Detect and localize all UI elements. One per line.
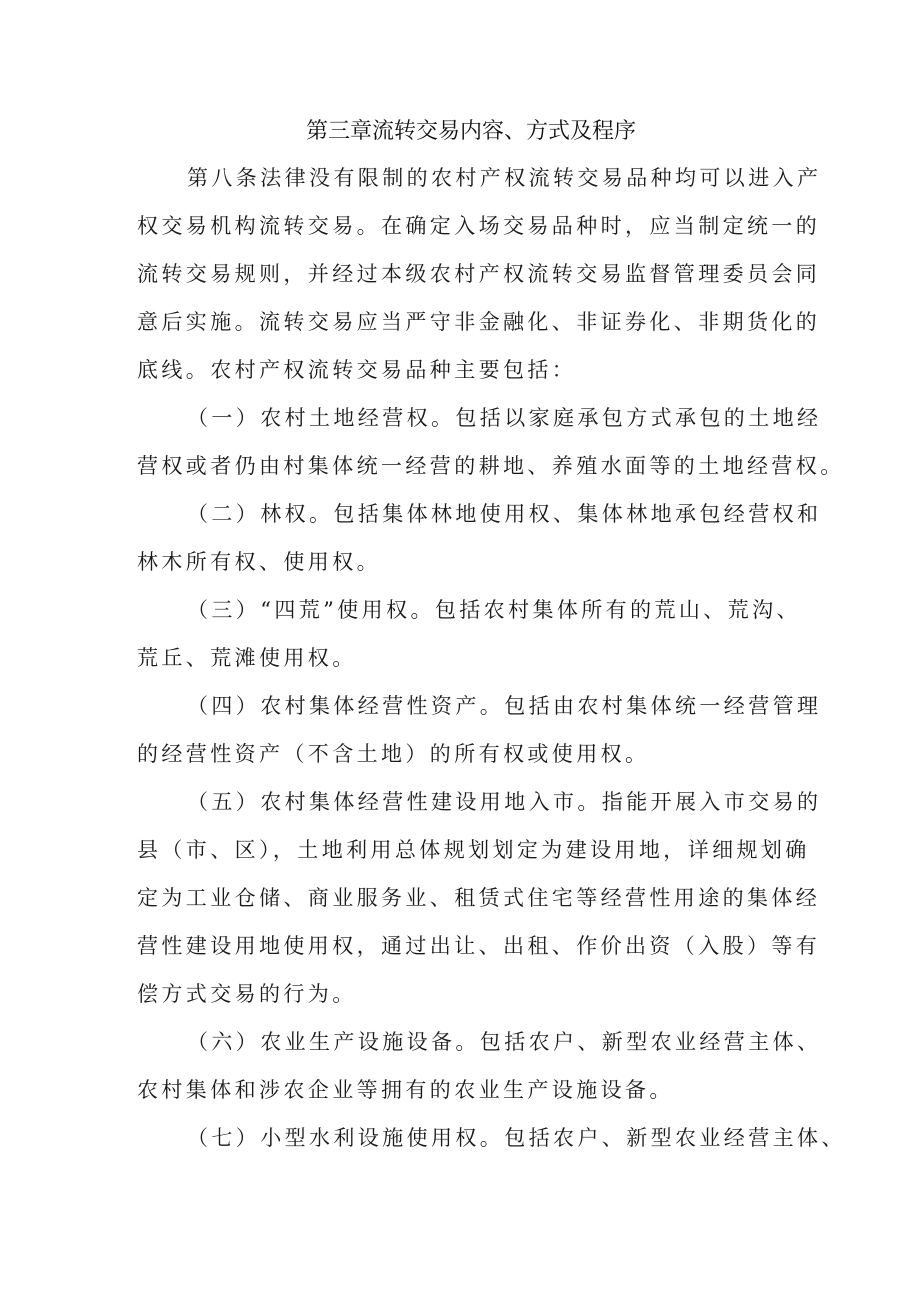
article-8-paragraph [137, 154, 822, 394]
text-line: （七）小型水利设施使用权。包括农户、新型农业经营主体、 [187, 1126, 846, 1150]
text-line: （四）农村集体经营性资产。包括由农村集体统一经营管理 [187, 694, 822, 718]
text-line: 权交易机构流转交易。在确定入场交易品种时，应当制定统一的 [137, 214, 821, 238]
text-line: 第八条法律没有限制的农村产权流转交易品种均可以进入产 [187, 166, 822, 190]
text-line: 的经营性资产（不含土地）的所有权或使用权。 [137, 742, 650, 766]
text-line: 流转交易规则，并经过本级农村产权流转交易监督管理委员会同 [137, 262, 821, 286]
item-3-paragraph [137, 586, 801, 682]
text-line: （六）农业生产设施设备。包括农户、新型农业经营主体、 [187, 1030, 822, 1054]
item-5-paragraph [137, 778, 822, 1018]
text-line: 农村集体和涉农企业等拥有的农业生产设施设备。 [137, 1078, 674, 1102]
text-line: 定为工业仓储、商业服务业、租赁式住宅等经营性用途的集体经 [137, 886, 821, 910]
text-line: 偿方式交易的行为。 [137, 982, 357, 1006]
text-line: 营性建设用地使用权，通过出让、出租、作价出资（入股）等有 [137, 934, 821, 958]
item-1-paragraph [137, 394, 845, 490]
text-line: 营权或者仍由村集体统一经营的耕地、养殖水面等的土地经营权。 [137, 454, 845, 478]
text-line: （二）林权。包括集体林地使用权、集体林地承包经营权和 [187, 502, 822, 526]
document-page [137, 110, 846, 1162]
text-line: （五）农村集体经营性建设用地入市。指能开展入市交易的 [187, 790, 822, 814]
item-6-paragraph [137, 1018, 822, 1114]
item-7-paragraph [137, 1114, 846, 1162]
text-line: 荒丘、荒滩使用权。 [137, 646, 357, 670]
text-line: 林木所有权、使用权。 [137, 550, 381, 574]
text-line: 县（市、区），土地利用总体规划划定为建设用地，详细规划确 [137, 838, 810, 862]
item-4-paragraph [137, 682, 822, 778]
chapter-title: 第三章流转交易内容、方式及程序 [305, 119, 636, 144]
item-2-paragraph [137, 490, 822, 586]
text-line: 意后实施。流转交易应当严守非金融化、非证券化、非期货化的 [137, 310, 821, 334]
text-line: （三）“四荒”使用权。包括农村集体所有的荒山、荒沟、 [187, 598, 801, 622]
text-line: （一）农村土地经营权。包括以家庭承包方式承包的土地经 [187, 406, 822, 430]
text-line: 底线。农村产权流转交易品种主要包括： [137, 358, 577, 382]
